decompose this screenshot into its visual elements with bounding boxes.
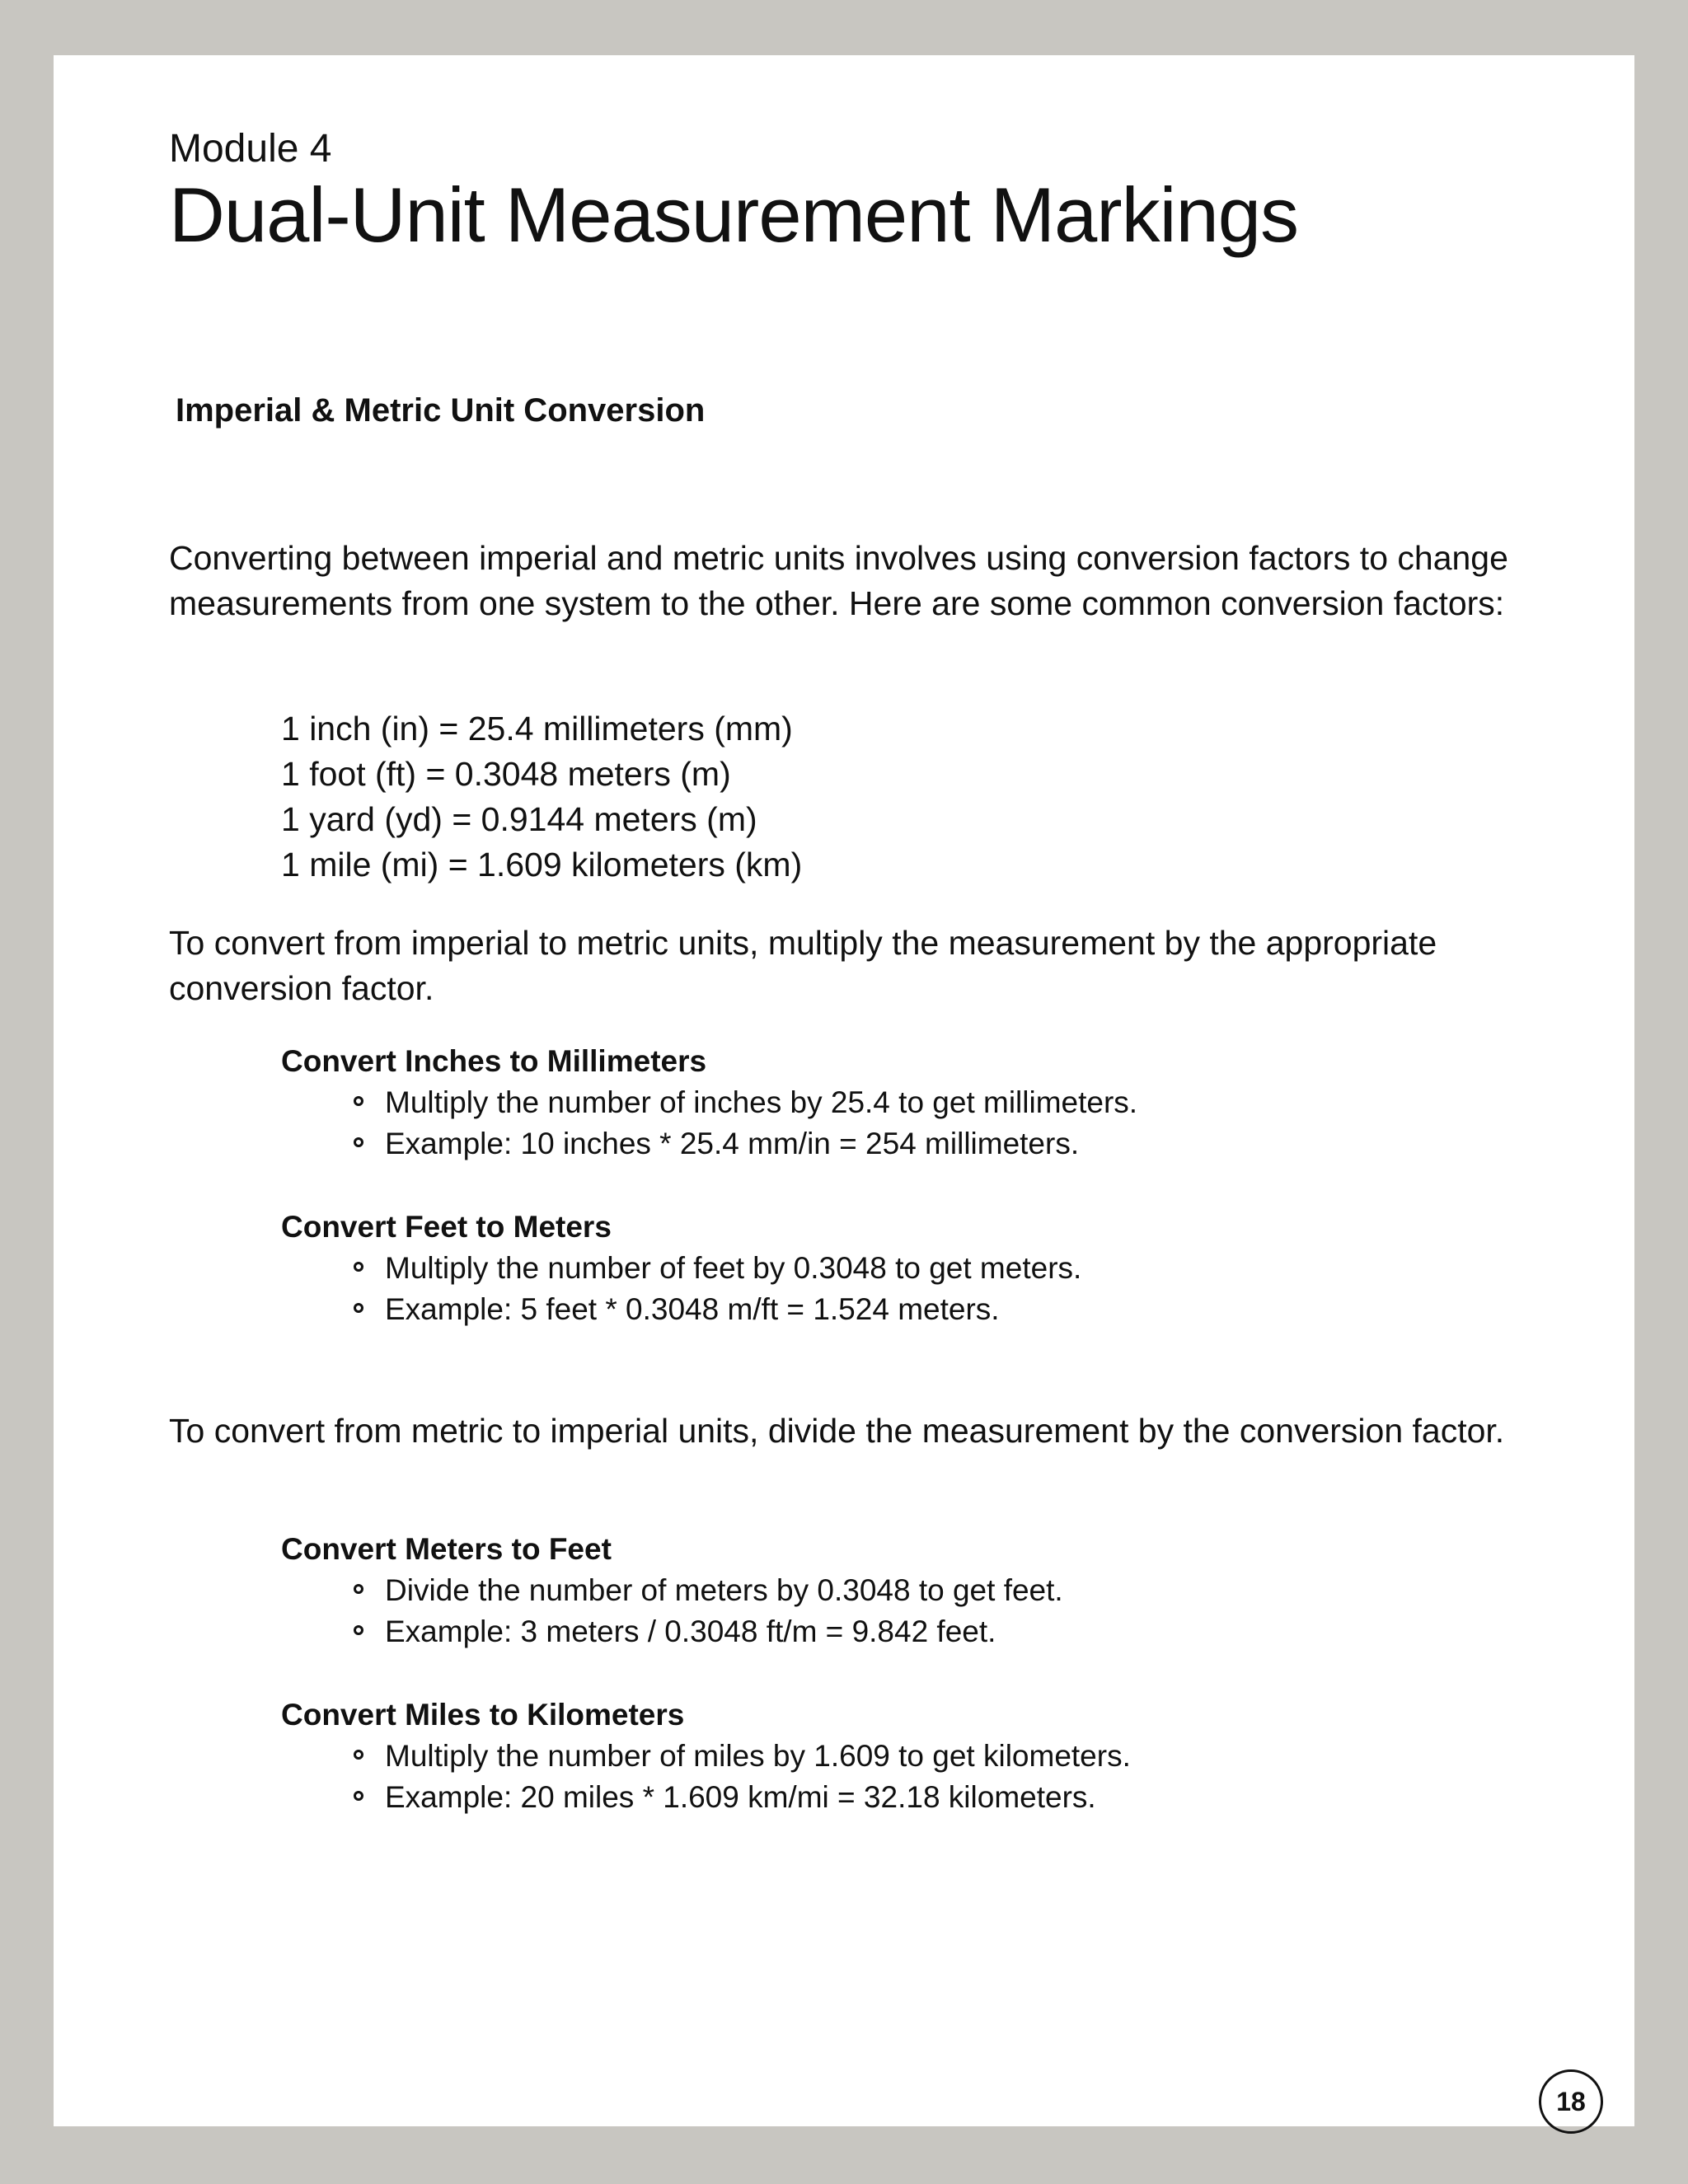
circle-bullet-icon <box>354 1750 363 1760</box>
document-page <box>54 55 1634 2126</box>
conversion-bullets <box>281 1736 1517 1818</box>
circle-bullet-icon <box>354 1303 363 1313</box>
bullet-item: Multiply the number of miles by 1.609 to get kilometers. <box>281 1736 1517 1777</box>
conversion-heading: Convert Feet to Meters <box>281 1210 612 1244</box>
conversion-block-meters-feet <box>281 1529 1517 1652</box>
bullet-item: Example: 5 feet * 0.3048 m/ft = 1.524 meters. <box>281 1289 1517 1330</box>
conversion-block-inches-mm <box>281 1041 1517 1165</box>
bullet-item: Multiply the number of feet by 0.3048 to get meters. <box>281 1248 1517 1289</box>
module-label: Module 4 <box>169 127 332 171</box>
metric-to-imperial-paragraph: To convert from metric to imperial units, divide the measurement by the conversion factor. <box>169 1412 1505 1450</box>
bullet-item: Example: 10 inches * 25.4 mm/in = 254 millimeters. <box>281 1123 1517 1165</box>
bullet-item: Example: 20 miles * 1.609 km/mi = 32.18 kilometers. <box>281 1777 1517 1818</box>
page-number: 18 <box>1556 2086 1586 2116</box>
conversion-bullets <box>281 1570 1517 1652</box>
conversion-bullets <box>281 1082 1517 1165</box>
section-heading: Imperial & Metric Unit Conversion <box>176 392 706 429</box>
circle-bullet-icon <box>354 1625 363 1635</box>
circle-bullet-icon <box>354 1584 363 1594</box>
factor-item: 1 yard (yd) = 0.9144 meters (m) <box>281 800 757 838</box>
circle-bullet-icon <box>354 1137 363 1147</box>
conversion-block-feet-meters <box>281 1207 1517 1330</box>
intro-paragraph: Converting between imperial and metric units involves using conversion factors to change measurements from one system to the other. Here are some common conversion factors: <box>169 539 1508 622</box>
imperial-to-metric-paragraph: To convert from imperial to metric units, multiply the measurement by the appropriate conversion factor. <box>169 924 1437 1007</box>
bullet-item: Divide the number of meters by 0.3048 to get feet. <box>281 1570 1517 1611</box>
page-number-badge <box>1539 2069 1603 2134</box>
conversion-factor-list <box>281 706 802 888</box>
factor-item: 1 foot (ft) = 0.3048 meters (m) <box>281 755 731 793</box>
conversion-block-miles-km <box>281 1694 1517 1818</box>
page-title: Dual-Unit Measurement Markings <box>169 171 1299 258</box>
factor-item: 1 mile (mi) = 1.609 kilometers (km) <box>281 846 803 883</box>
bullet-item: Multiply the number of inches by 25.4 to get millimeters. <box>281 1082 1517 1123</box>
circle-bullet-icon <box>354 1096 363 1106</box>
circle-bullet-icon <box>354 1262 363 1272</box>
conversion-bullets <box>281 1248 1517 1330</box>
conversion-heading: Convert Miles to Kilometers <box>281 1698 685 1732</box>
factor-item: 1 inch (in) = 25.4 millimeters (mm) <box>281 710 793 748</box>
circle-bullet-icon <box>354 1791 363 1801</box>
conversion-heading: Convert Inches to Millimeters <box>281 1044 707 1078</box>
bullet-item: Example: 3 meters / 0.3048 ft/m = 9.842 feet. <box>281 1611 1517 1652</box>
conversion-heading: Convert Meters to Feet <box>281 1532 612 1566</box>
